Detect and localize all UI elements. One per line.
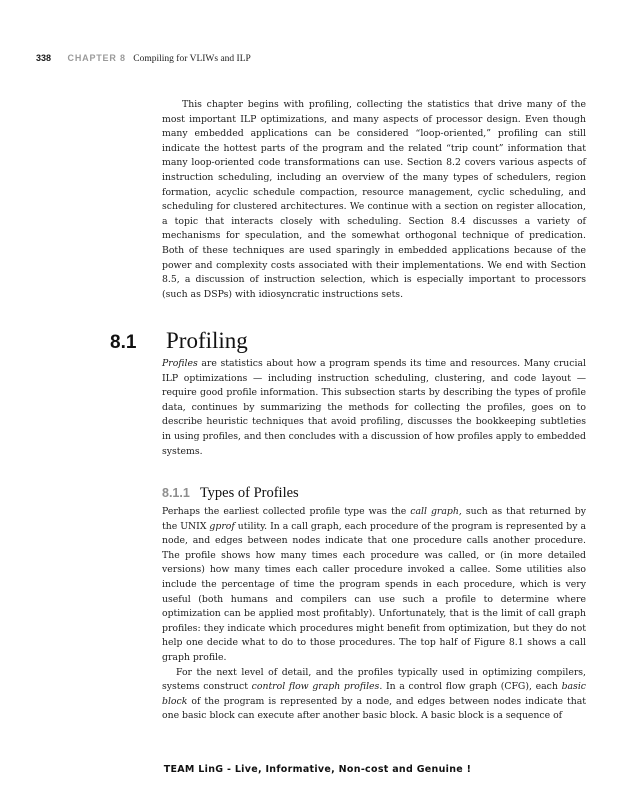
text-run: utility. In a call graph, each procedure of the program is represented by a node, and edges between nodes indicate that one procedure calls another procedure. The profile shows how many times each procedure was called, or (in more detailed versions) how many times each caller procedure invoked a callee. Some utilities also include the percentage of time the program spends in each procedure, which is very useful (both humans and compilers can use such a profile to determine where optimization can be applied most profitably). Unfortunately, that is the limit of call graph profiles: they indicate which procedures might benefit from optimization, but they do not help one decide what to do to those procedures. The top half of Figure 8.1 shows a call graph profile. — [162, 520, 586, 663]
running-head — [36, 53, 251, 64]
chapter-title: Compiling for VLIWs and ILP — [133, 54, 251, 64]
footer-banner: TEAM LinG - Live, Informative, Non-cost and Genuine ! — [163, 764, 472, 775]
text-run: For the next level of detail, and the profiles typically used in optimizing compilers, systems construct — [162, 666, 586, 693]
subsection-number: 8.1.1 — [162, 486, 190, 500]
profiling-paragraph-text: are statistics about how a program spends its time and resources. Many crucial ILP optimizations — including instruction scheduling, clustering, and code layout — require good profile information. This subsection starts by describing the types of profile data, continues by summarizing the methods for collecting the profiles, goes on to describe heuristic techniques that avoid profiling, discusses the bookkeeping subtleties in using profiles, and then concludes with a discussion of how profiles apply to embedded systems. — [162, 358, 586, 457]
subsection-title: Types of Profiles — [199, 485, 299, 501]
text-run: of the program is represented by a node, and edges between nodes indicate that one basic block can execute after another basic block. A basic block is a sequence of — [162, 695, 586, 722]
gprof-term: gprof — [209, 520, 235, 532]
text-run: such as that returned by the UNIX — [162, 506, 586, 532]
text-run: Perhaps the earliest collected profile type was the — [162, 506, 411, 517]
basic-block-term: basic block — [162, 681, 587, 707]
intro-paragraph: This chapter begins with profiling, collecting the statistics that drive many of the most important ILP optimizations, and many aspects of processor design. Even though many embedded applications can be considered “loop-oriented,” profiling can still indicate the hottest parts of the program and the related “trip count” information that many loop-oriented code transformations can use. Section 8.2 covers various aspects of instruction scheduling, including an overview of the many types of schedulers, region formation, acyclic schedule compaction, resource management, cyclic scheduling, and scheduling for clustered architectures. We continue with a section on register allocation, a topic that interacts closely with scheduling. Section 8.4 discusses a variety of mechanisms for speculation, and the somewhat orthogonal technique of predication. Both of these techniques are used sparingly in embedded applications because of the power and complexity costs associated with their implementations. We end with Section 8.5, a discussion of instruction selection, which is especially important to processors (such as DSPs) with idiosyncratic instructions sets. — [162, 99, 586, 300]
section-heading — [110, 328, 248, 354]
page-number: 338 — [36, 53, 52, 63]
text-run: In a control flow graph (CFG), each — [382, 681, 562, 693]
section-number: 8.1 — [110, 332, 137, 353]
call-graph-paragraph — [162, 505, 586, 666]
section-title: Profiling — [166, 328, 248, 353]
call-graph-term: call graph, — [410, 506, 462, 517]
cfg-paragraph — [162, 666, 586, 724]
profiles-term: Profiles — [162, 358, 198, 369]
profiling-paragraph — [162, 357, 586, 459]
subsection-heading — [162, 484, 299, 502]
chapter-label: CHAPTER 8 — [67, 53, 126, 63]
types-of-profiles-body — [162, 505, 586, 724]
cfg-profiles-term: control flow graph profiles. — [251, 681, 383, 693]
